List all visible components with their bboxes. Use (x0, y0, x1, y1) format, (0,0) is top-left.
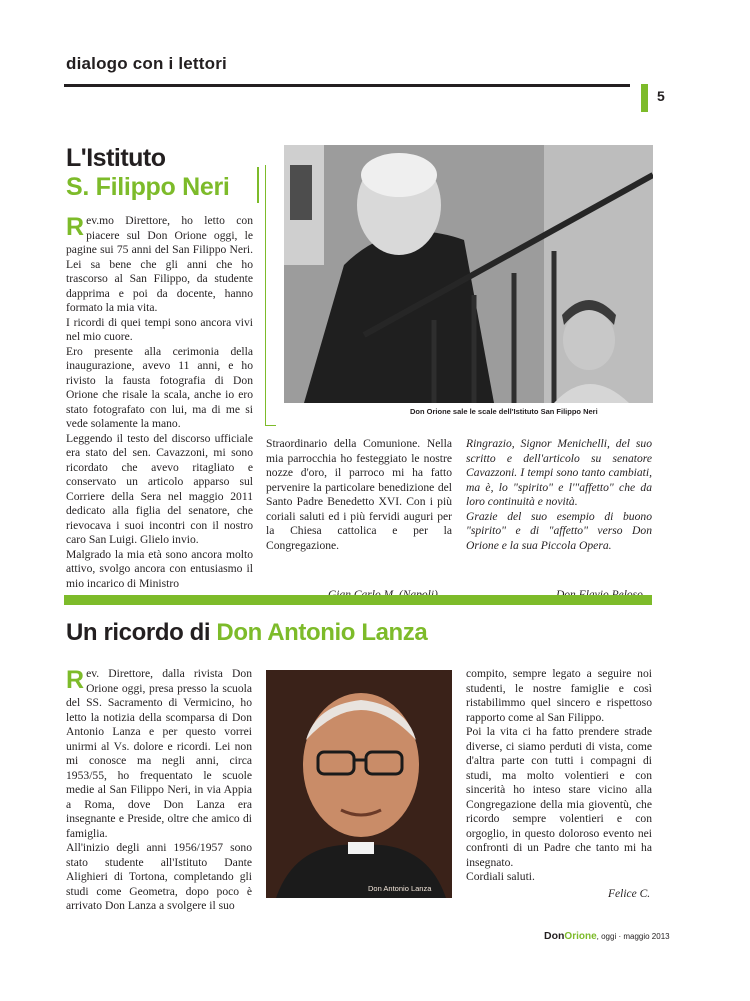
don-antonio-lanza-portrait (266, 670, 452, 898)
footer-brand-don: Don (544, 930, 565, 942)
article2-dropcap: R (66, 666, 85, 694)
article1-reply-paragraph: Grazie del suo esempio di buono "spirito" e di "affetto" verso Don Orione e la sua Piccola Opera. (466, 509, 652, 552)
page-number: 5 (657, 88, 665, 104)
article2-title (66, 619, 427, 647)
article2-column1 (66, 667, 252, 914)
don-orione-stairs-illustration (284, 145, 653, 403)
article1-column2 (266, 437, 452, 553)
article2-signature: Felice C. (608, 888, 651, 900)
footer-issue: maggio 2013 (623, 932, 670, 941)
article2-column3 (466, 667, 652, 885)
don-orione-stairs-photo (284, 145, 653, 403)
article1-paragraph: Leggendo il testo del discorso ufficiale era stato del sen. Cavazzoni, mi sono ricordato che avevo ritagliato e conservato un articolo apparso sul Corriere della Sera nel maggio 2011 dedicato alla figlia del senatore, che rievocava i suoi incontri con il nostro caro San Luigi. Glielo invio. (66, 431, 253, 546)
header-rule (64, 84, 630, 87)
article2-paragraph: compito, sempre legato a seguire noi studenti, le nostre famiglie e così ristabilimmo quel sincero e rispettoso rapporto come al San Filippo. (466, 667, 652, 724)
article1-paragraph: Ero presente alla cerimonia della inaugurazione, avevo 11 anni, e ho rivisto la fausta fotografia di Don Orione che risale la scala, anche io ero stato fotografato con lui, ma di me si vede solamente la mano. (66, 344, 253, 430)
article1-column1 (66, 214, 253, 591)
article1-photo-caption: Don Orione sale le scale dell'Istituto San Filippo Neri (410, 407, 598, 416)
title-accent-bar (257, 167, 259, 203)
article1-reply-paragraph: Ringrazio, Signor Menichelli, del suo scritto e dell'articolo su senatore Cavazzoni. I tempi sono tanto cambiati, ma è, lo "spirito" e l'"affetto" che da loro continuità e novità. (466, 437, 652, 508)
article2-paragraph: Cordiali saluti. (466, 870, 535, 883)
section-label: dialogo con i lettori (66, 54, 227, 73)
footer-brand: DonOrione, oggi · maggio 2013 (544, 930, 670, 942)
article1-column3 (466, 437, 652, 553)
article2-paragraph: Poi la vita ci ha fatto prendere strade diverse, ci siamo perduti di vista, come d'altra parte con tutti i compagni di studi, ma molto volentieri e con sincerità ho inteso stare vicino alla Congregazione della mia gioventù, che ricordo sempre volentieri e con orgoglio, in questo doloroso evento nei confronti di un Padre che tanto mi ha insegnato. (466, 725, 652, 869)
footer-brand-oggi: oggi (601, 932, 617, 941)
article2-paragraph: All'inizio degli anni 1956/1957 sono stato studente all'Istituto Dante Alighieri di Tortona, completando gli studi come Geometra, dopo poco è arrivato Don Lanza a svolgere il suo (66, 841, 252, 912)
article2-paragraph: ev. Direttore, dalla rivista Don Orione oggi, presa presso la scuola del SS. Sacramento di Vermicino, ho letto la notizia della scomparsa di Don Antonio Lanza e per questo vorrei unirmi al Vs. dolore e ricordi. Lei non mi conosce ma negli anni, circa 1953/55, ho frequentato le scuole medie al San Filippo Neri, in via Appia a Roma, dove Don Lanza era insegnante e Preside, oltre che amico di famiglia. (66, 667, 252, 840)
photo-frame-accent (265, 165, 276, 426)
article2-title-black: Un ricordo di (66, 619, 217, 646)
article1-title-line1: L'Istituto (66, 144, 166, 172)
footer-brand-orione: Orione (564, 931, 597, 942)
article2-photo-caption: Don Antonio Lanza (368, 884, 432, 893)
article1-paragraph: ev.mo Direttore, ho letto con piacere sul Don Orione oggi, le pagine sui 75 anni del San Filippo Neri. Lei sa bene che gli anni che ho trascorso al San Filippo, da studente dapprima e poi da docente, hanno formato la mia vita. (66, 214, 253, 314)
article1-paragraph: Straordinario della Comunione. Nella mia parrocchia ho festeggiato le nostre nozze d'oro, il parroco mi ha fatto pervenire la particolare benedizione del Santo Padre Benedetto XVI. Con i più coriali saluti ed i più fervidi auguri per la Chiesa cattolica e per la Congregazione. (266, 437, 452, 552)
article1-paragraph: I ricordi di quei tempi sono ancora vivi nel mio cuore. (66, 315, 253, 343)
article2-title-green: Don Antonio Lanza (216, 619, 428, 646)
article1-paragraph: Malgrado la mia età sono ancora molto attivo, svolgo ancora con entusiasmo il mio incarico di Ministro (66, 547, 253, 590)
don-antonio-lanza-photo (266, 670, 452, 898)
section-divider (64, 595, 652, 605)
article1-title-line2: S. Filippo Neri (66, 173, 230, 201)
article1-dropcap: R (66, 213, 85, 241)
page-number-marker (641, 84, 648, 112)
